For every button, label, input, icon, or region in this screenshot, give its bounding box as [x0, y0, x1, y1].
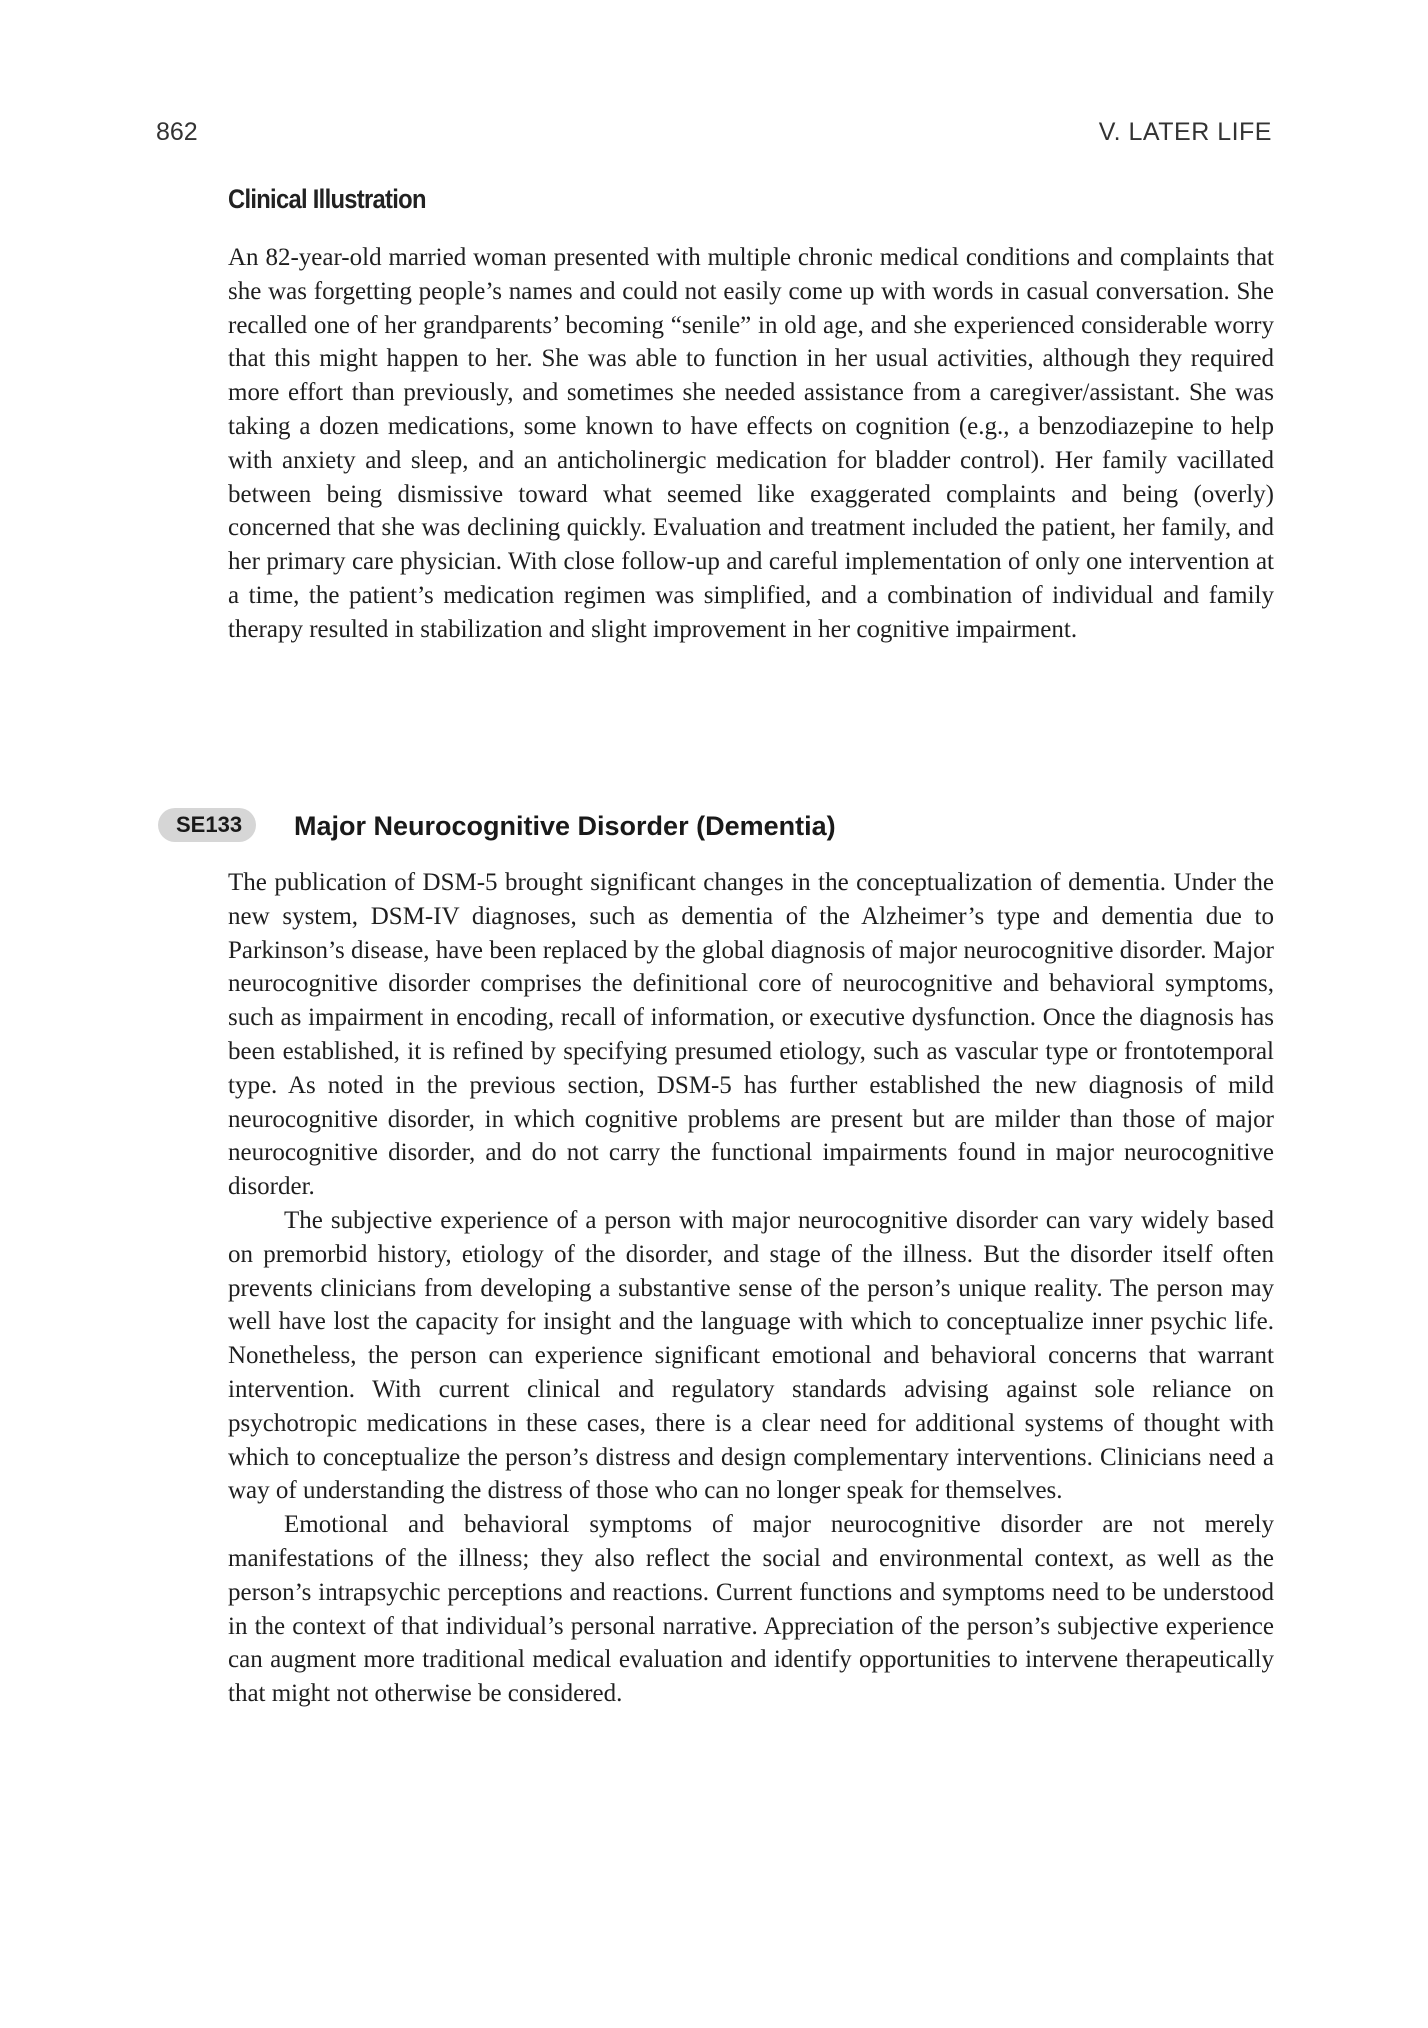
- chapter-title: V. LATER LIFE: [1098, 118, 1272, 146]
- section-body: [228, 866, 1274, 1711]
- section-badge: SE133: [158, 808, 256, 842]
- section-paragraph-1: The publication of DSM-5 brought significant changes in the conceptualization of dementia. Under the new system, DSM-IV diagnoses, such as dementia of the Alzheimer’s type and dementia due to Parkinson’s disease, have been replaced by the global diagnosis of major neurocognitive disorder. Major neurocognitive disorder comprises the definitional core of neurocognitive and behavioral symptoms, such as impairment in encoding, recall of information, or executive dysfunction. Once the diagnosis has been established, it is refined by specifying presumed etiology, such as vascular type or frontotemporal type. As noted in the previous section, DSM-5 has further established the new diagnosis of mild neurocognitive disorder, in which cognitive problems are present but are milder than those of major neurocognitive disorder, and do not carry the functional impairments found in major neurocognitive disorder.: [228, 869, 1274, 1201]
- clinical-illustration-heading: Clinical Illustration: [228, 184, 426, 214]
- section-paragraph-3: Emotional and behavioral symptoms of major neurocognitive disorder are not merely manifestations of the illness; they also reflect the social and environmental context, as well as the person’s intrapsychic perceptions and reactions. Current functions and symptoms need to be understood in the context of that individual’s personal narrative. Appreciation of the person’s subjective experience can augment more traditional medical evaluation and identify opportunities to intervene therapeutically that might not otherwise be considered.: [228, 1511, 1274, 1708]
- running-head: [156, 118, 1272, 154]
- page-number: 862: [156, 118, 198, 146]
- section-title: Major Neurocognitive Disorder (Dementia): [294, 811, 836, 841]
- section-paragraph-2: The subjective experience of a person with major neurocognitive disorder can vary widely based on premorbid history, etiology of the disorder, and stage of the illness. But the disorder itself often prevents clinicians from developing a substantive sense of the person’s unique reality. The person may well have lost the capacity for insight and the language with which to conceptualize inner psychic life. Nonetheless, the person can experience significant emotional and behavioral concerns that warrant intervention. With current clinical and regulatory standards advising against sole reliance on psychotropic medications in these cases, there is a clear need for additional systems of thought with which to conceptualize the person’s distress and design complementary interventions. Clinicians need a way of understanding the distress of those who can no longer speak for themselves.: [228, 1206, 1274, 1505]
- section-header: [158, 808, 1274, 848]
- section-se133: [158, 808, 1274, 1711]
- clinical-illustration: [228, 184, 1274, 647]
- clinical-illustration-paragraph: An 82-year-old married woman presented with multiple chronic medical conditions and complaints that she was forgetting people’s names and could not easily come up with words in casual conversation. She recalled one of her grandparents’ becoming “senile” in old age, and she experienced considerable worry that this might happen to her. She was able to function in her usual activities, although they required more effort than previously, and sometimes she needed assistance from a caregiver/assistant. She was taking a dozen medications, some known to have effects on cognition (e.g., a benzodiazepine to help with anxiety and sleep, and an anticholinergic medication for bladder control). Her family vacillated between being dismissive toward what seemed like exaggerated complaints and being (overly) concerned that she was declining quickly. Evaluation and treatment included the patient, her family, and her primary care physician. With close follow-up and careful implementation of only one intervention at a time, the patient’s medication regimen was simplified, and a combination of individual and family therapy resulted in stabilization and slight improvement in her cognitive impairment.: [228, 244, 1274, 643]
